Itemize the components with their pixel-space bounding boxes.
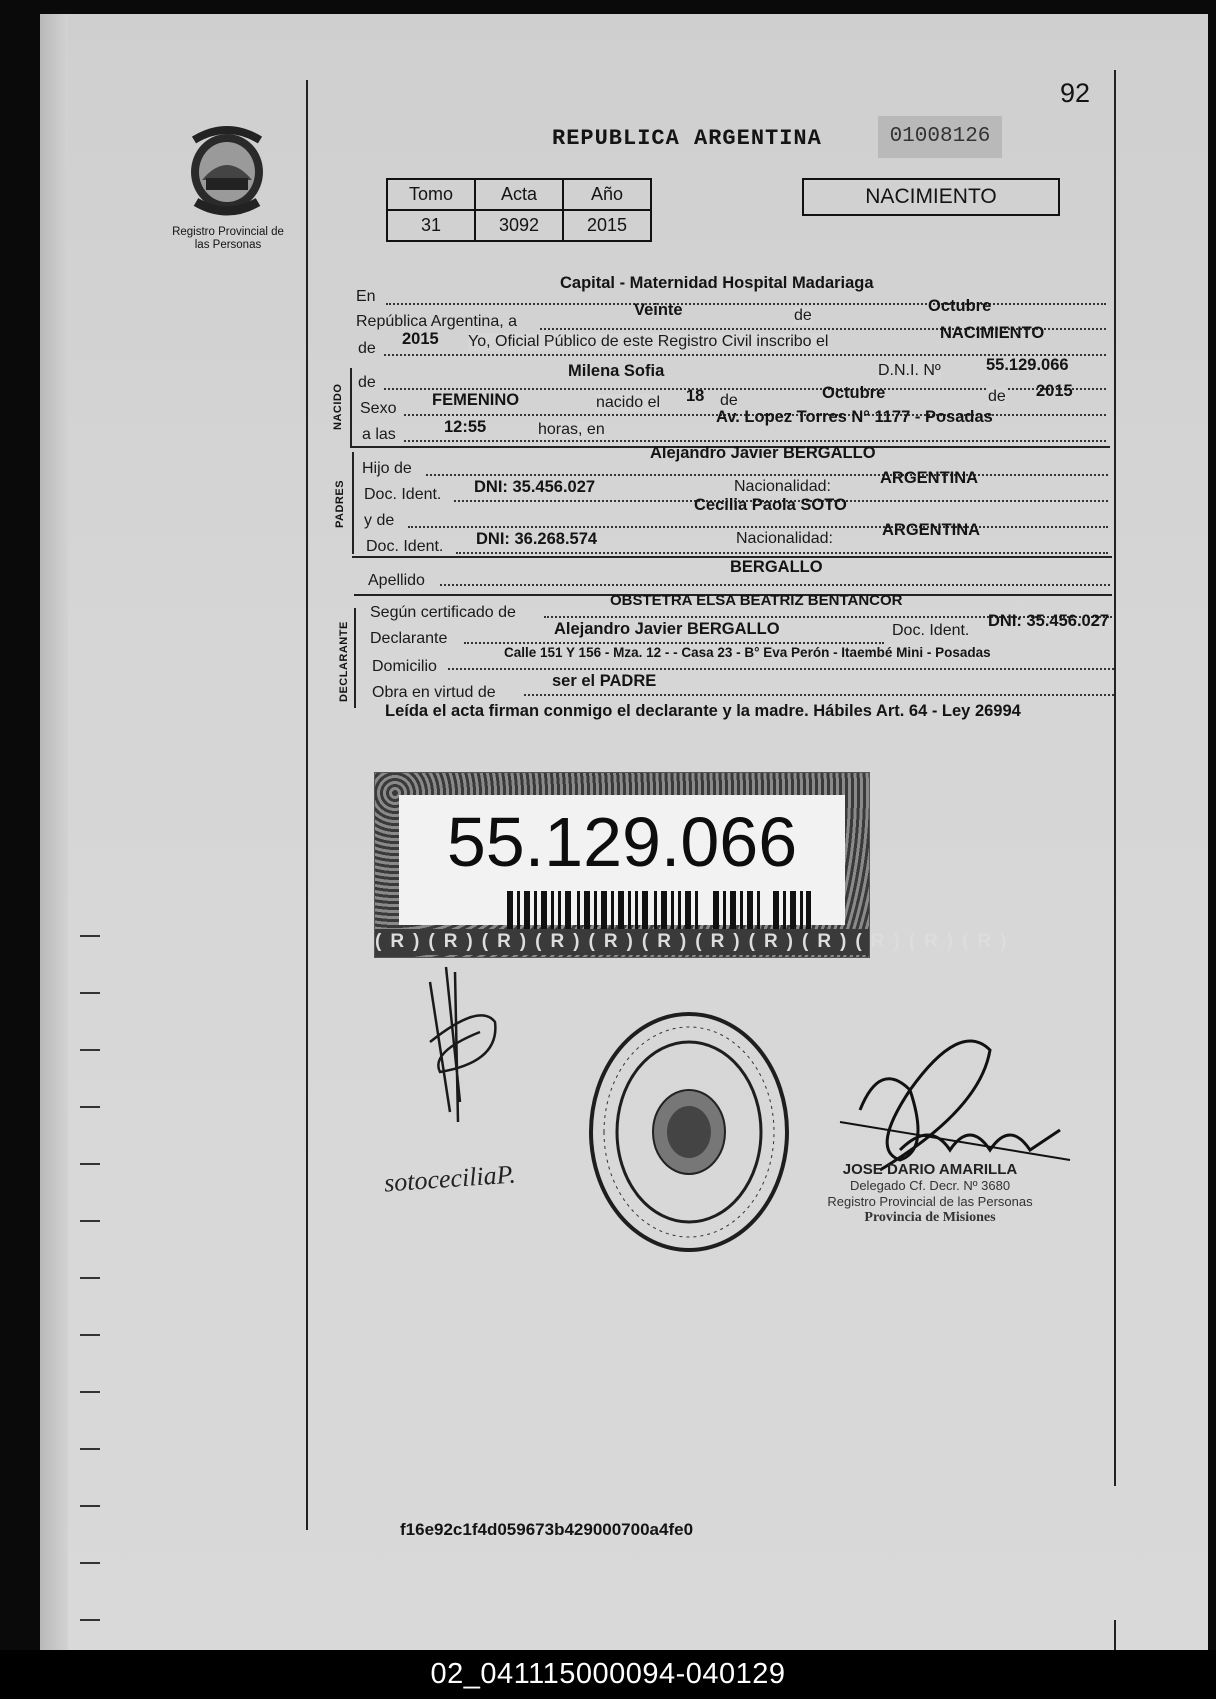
declarante-bracket bbox=[354, 608, 356, 708]
registry-caption: Registro Provincial de las Personas bbox=[172, 226, 284, 251]
nationality-label-father: Nacionalidad: bbox=[734, 478, 831, 495]
republica-label: República Argentina, a bbox=[356, 313, 517, 330]
father-name: Alejandro Javier BERGALLO bbox=[650, 444, 876, 462]
hijo-label: Hijo de bbox=[362, 460, 412, 477]
right-margin-line bbox=[1114, 70, 1116, 1486]
inscribe-value: NACIMIENTO bbox=[940, 324, 1045, 342]
sexo-value: FEMENINO bbox=[432, 391, 520, 409]
left-margin-line bbox=[306, 80, 308, 1530]
padres-bracket bbox=[352, 452, 354, 554]
certificate-value: OBSTETRA ELSA BEATRIZ BENTANCOR bbox=[610, 592, 903, 609]
registry-stamp-icon bbox=[584, 1006, 794, 1258]
birth-place: Av. Lopez Torres N° 1177 - Posadas bbox=[716, 408, 993, 426]
domicilio-value: Calle 151 Y 156 - Mza. 12 - - Casa 23 - B° Eva Perón - Itaembé Mini - Posadas bbox=[504, 645, 991, 660]
declarant-signature-icon bbox=[420, 962, 520, 1132]
acta-header: Acta bbox=[475, 179, 563, 210]
de-label: de bbox=[794, 307, 812, 324]
alas-label: a las bbox=[362, 426, 396, 443]
tomo-value: 31 bbox=[387, 210, 475, 241]
country-heading: REPUBLICA ARGENTINA bbox=[552, 126, 822, 151]
newborn-name: Milena Sofia bbox=[568, 362, 665, 380]
document-hash: f16e92c1f4d059673b429000700a4fe0 bbox=[400, 1520, 694, 1539]
de-label-3: de bbox=[988, 388, 1006, 405]
horas-label: horas, en bbox=[538, 421, 605, 438]
nationality-label-mother: Nacionalidad: bbox=[736, 530, 833, 547]
apellido-label: Apellido bbox=[368, 572, 425, 589]
official-office: Registro Provincial de las Personas bbox=[827, 1194, 1033, 1209]
dotted-line bbox=[448, 668, 1114, 670]
acta-value: 3092 bbox=[475, 210, 563, 241]
birth-year: 2015 bbox=[1036, 382, 1073, 400]
declarante-name: Alejandro Javier BERGALLO bbox=[554, 620, 780, 638]
official-text: Yo, Oficial Público de este Registro Civil inscribo el bbox=[468, 333, 829, 350]
de-label-2: de bbox=[720, 392, 738, 409]
serial-number: 01008126 bbox=[878, 116, 1002, 158]
declarante-label: Declarante bbox=[370, 630, 448, 647]
de-year-label: de bbox=[358, 340, 376, 357]
domicilio-label: Domicilio bbox=[372, 658, 437, 675]
day-value: Veinte bbox=[634, 301, 683, 319]
mother-doc: DNI: 36.268.574 bbox=[476, 530, 598, 548]
nacido-bracket bbox=[350, 368, 352, 446]
obra-label: Obra en virtud de bbox=[372, 684, 496, 701]
obra-value: ser el PADRE bbox=[552, 672, 657, 690]
official-role: Delegado Cf. Decr. Nº 3680 bbox=[849, 1178, 1011, 1193]
act-type-box: NACIMIENTO bbox=[802, 178, 1060, 216]
registry-table bbox=[386, 178, 652, 242]
declarante-doc: DNI: 35.456.027 bbox=[988, 612, 1110, 630]
mother-nationality: ARGENTINA bbox=[882, 521, 981, 539]
dni-sticker-face bbox=[399, 795, 845, 925]
page-number: 92 bbox=[1060, 78, 1091, 108]
father-doc: DNI: 35.456.027 bbox=[474, 478, 596, 496]
nacido-section-label: NACIDO bbox=[332, 383, 344, 430]
declarante-section-label: DECLARANTE bbox=[338, 621, 350, 702]
certificate-label: Según certificado de bbox=[370, 604, 516, 621]
right-margin-line-bottom bbox=[1114, 1620, 1116, 1650]
official-name: JOSE DARIO AMARILLA bbox=[842, 1161, 1018, 1178]
scan-footer-id: 02_041115000094-040129 bbox=[0, 1650, 1216, 1699]
misiones-coat-of-arms-icon bbox=[180, 120, 274, 220]
doc-label-mother: Doc. Ident. bbox=[366, 538, 444, 555]
tomo-header: Tomo bbox=[387, 179, 475, 210]
apellido-value: BERGALLO bbox=[730, 558, 823, 576]
birth-month: Octubre bbox=[822, 384, 886, 402]
dni-sticker bbox=[374, 772, 1016, 958]
dotted-line bbox=[386, 303, 1106, 305]
yde-label: y de bbox=[364, 512, 395, 529]
dni-sticker-number: 55.129.066 bbox=[446, 803, 798, 881]
doc-label-father: Doc. Ident. bbox=[364, 486, 442, 503]
margin-ticks bbox=[80, 880, 100, 1640]
place-value: Capital - Maternidad Hospital Madariaga bbox=[560, 274, 874, 292]
dotted-line bbox=[426, 474, 1108, 476]
anio-header: Año bbox=[563, 179, 651, 210]
birth-day: 18 bbox=[686, 387, 705, 405]
dni-label: D.N.I. Nº bbox=[878, 362, 941, 379]
nacido-el-label: nacido el bbox=[596, 394, 661, 411]
dotted-line bbox=[408, 526, 1108, 528]
year-value: 2015 bbox=[402, 330, 439, 348]
page-fold-shadow bbox=[40, 14, 68, 1650]
scanner-top-border bbox=[0, 0, 1216, 14]
dni-value: 55.129.066 bbox=[986, 356, 1069, 374]
dotted-line bbox=[440, 584, 1110, 586]
sexo-label: Sexo bbox=[360, 400, 397, 417]
mother-handwritten-name: sotoceciliaP. bbox=[383, 1159, 517, 1198]
official-province: Provincia de Misiones bbox=[864, 1210, 996, 1225]
dotted-line bbox=[464, 642, 884, 644]
month-value: Octubre bbox=[928, 297, 992, 315]
dotted-line bbox=[524, 694, 1114, 696]
dotted-line bbox=[404, 440, 1106, 442]
legal-text: Leída el acta firman conmigo el declarante y la madre. Hábiles Art. 64 - Ley 26994 bbox=[385, 702, 1021, 720]
nacido-de-label: de bbox=[358, 374, 376, 391]
en-label: En bbox=[356, 288, 376, 305]
birth-time: 12:55 bbox=[444, 418, 487, 436]
official-seal bbox=[790, 1162, 1070, 1226]
father-nationality: ARGENTINA bbox=[880, 469, 979, 487]
mother-name: Cecilia Paola SOTO bbox=[694, 496, 847, 514]
anio-value: 2015 bbox=[563, 210, 651, 241]
security-strip: (R)(R)(R)(R)(R)(R)(R)(R)(R)(R)(R)(R) bbox=[375, 929, 869, 955]
dotted-line bbox=[456, 552, 1108, 554]
padres-section-label: PADRES bbox=[334, 479, 346, 528]
doc-label-declarante: Doc. Ident. bbox=[892, 622, 970, 639]
